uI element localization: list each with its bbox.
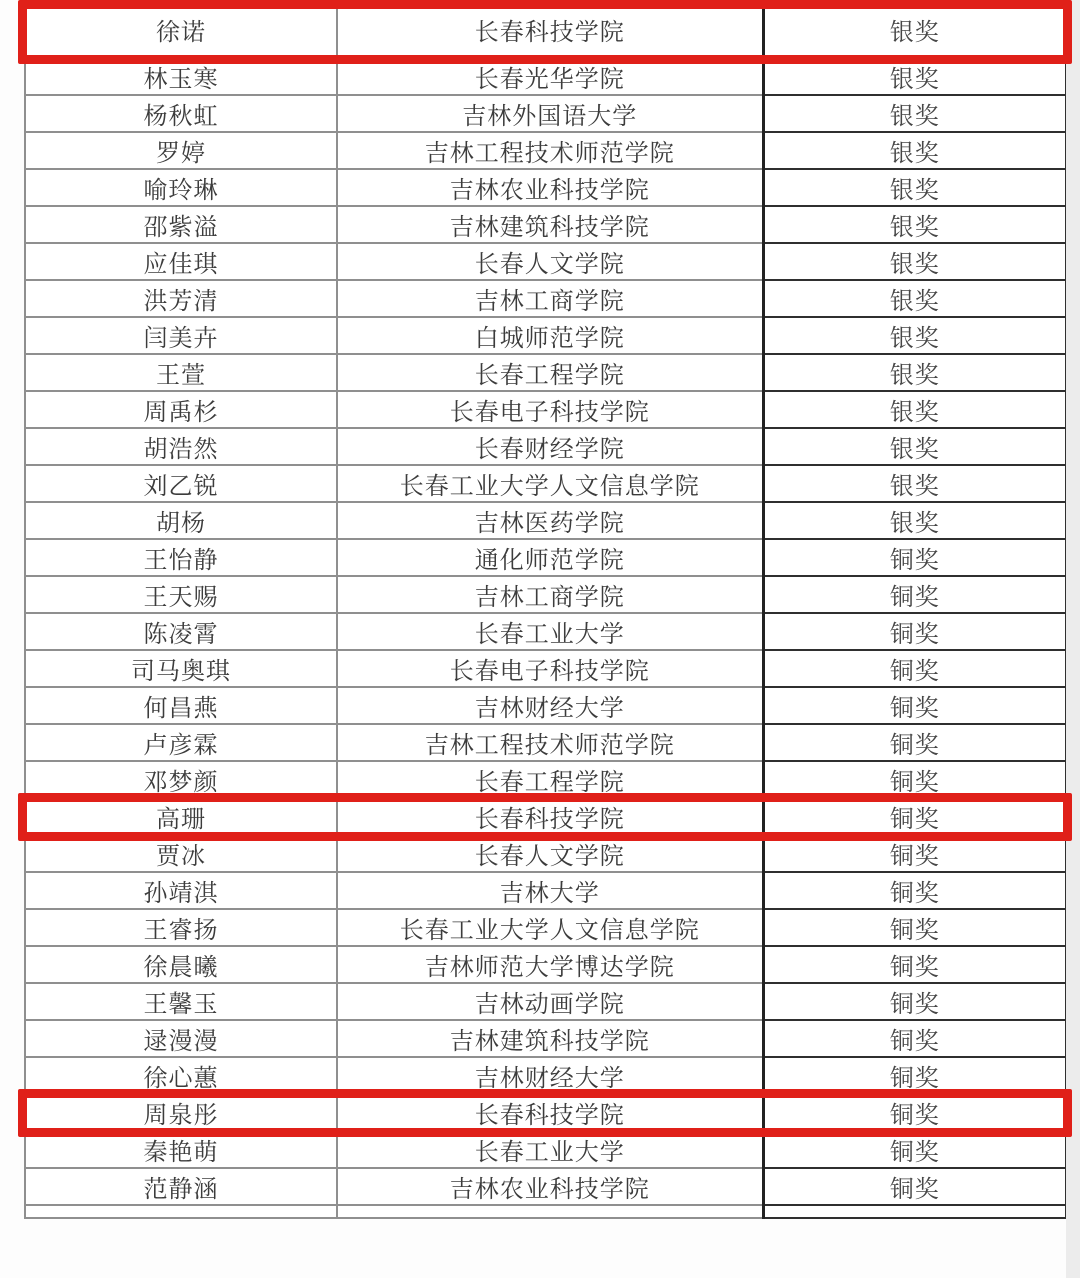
name-cell: 应佳琪 <box>25 243 337 280</box>
table-row <box>25 1168 1066 1205</box>
table-row <box>25 650 1066 687</box>
table-row <box>25 798 1066 835</box>
table-row <box>25 835 1066 872</box>
school-cell: 长春工业大学 <box>337 613 763 650</box>
empty-cell <box>763 1205 1066 1218</box>
school-cell: 长春光华学院 <box>337 58 763 95</box>
name-cell: 邓梦颜 <box>25 761 337 798</box>
name-cell: 邵紫溢 <box>25 206 337 243</box>
table-row <box>25 576 1066 613</box>
school-cell: 长春工程学院 <box>337 761 763 798</box>
award-cell: 银奖 <box>763 132 1066 169</box>
name-cell: 林玉寒 <box>25 58 337 95</box>
name-cell: 陈凌霄 <box>25 613 337 650</box>
table-row <box>25 983 1066 1020</box>
school-cell: 吉林工商学院 <box>337 576 763 613</box>
table-row <box>25 872 1066 909</box>
name-cell: 杨秋虹 <box>25 95 337 132</box>
table-row <box>25 206 1066 243</box>
award-cell: 银奖 <box>763 317 1066 354</box>
school-cell: 吉林财经大学 <box>337 687 763 724</box>
name-cell: 徐晨曦 <box>25 946 337 983</box>
award-cell: 铜奖 <box>763 909 1066 946</box>
name-cell: 罗婷 <box>25 132 337 169</box>
school-cell: 吉林工程技术师范学院 <box>337 132 763 169</box>
award-cell: 铜奖 <box>763 1094 1066 1131</box>
table-row <box>25 391 1066 428</box>
name-cell: 徐诺 <box>25 1 337 58</box>
award-cell: 铜奖 <box>763 983 1066 1020</box>
school-cell: 吉林农业科技学院 <box>337 169 763 206</box>
school-cell: 吉林财经大学 <box>337 1057 763 1094</box>
name-cell: 胡浩然 <box>25 428 337 465</box>
school-cell: 长春电子科技学院 <box>337 650 763 687</box>
school-cell: 白城师范学院 <box>337 317 763 354</box>
name-cell: 王睿扬 <box>25 909 337 946</box>
table-row <box>25 465 1066 502</box>
school-cell: 吉林建筑科技学院 <box>337 206 763 243</box>
award-cell: 银奖 <box>763 465 1066 502</box>
name-cell: 卢彦霖 <box>25 724 337 761</box>
name-cell: 王天赐 <box>25 576 337 613</box>
school-cell: 长春工程学院 <box>337 354 763 391</box>
school-cell: 长春人文学院 <box>337 835 763 872</box>
table-row <box>25 1131 1066 1168</box>
school-cell: 吉林医药学院 <box>337 502 763 539</box>
table-row <box>25 1057 1066 1094</box>
award-cell: 铜奖 <box>763 1020 1066 1057</box>
table-row <box>25 687 1066 724</box>
name-cell: 周禹杉 <box>25 391 337 428</box>
table-row <box>25 909 1066 946</box>
award-cell: 铜奖 <box>763 761 1066 798</box>
table-row <box>25 613 1066 650</box>
school-cell: 长春财经学院 <box>337 428 763 465</box>
award-cell: 铜奖 <box>763 724 1066 761</box>
name-cell: 胡杨 <box>25 502 337 539</box>
name-cell: 闫美卉 <box>25 317 337 354</box>
award-cell: 铜奖 <box>763 650 1066 687</box>
school-cell: 吉林大学 <box>337 872 763 909</box>
table-row <box>25 502 1066 539</box>
name-cell: 王馨玉 <box>25 983 337 1020</box>
name-cell: 贾冰 <box>25 835 337 872</box>
school-cell: 吉林建筑科技学院 <box>337 1020 763 1057</box>
name-cell: 逯漫漫 <box>25 1020 337 1057</box>
award-cell: 银奖 <box>763 1 1066 58</box>
award-cell: 银奖 <box>763 280 1066 317</box>
name-cell: 周泉彤 <box>25 1094 337 1131</box>
award-cell: 银奖 <box>763 391 1066 428</box>
table-row <box>25 132 1066 169</box>
name-cell: 洪芳清 <box>25 280 337 317</box>
award-cell: 铜奖 <box>763 576 1066 613</box>
award-cell: 银奖 <box>763 428 1066 465</box>
award-cell: 铜奖 <box>763 835 1066 872</box>
table-row-partial <box>25 1205 1066 1218</box>
table-row <box>25 317 1066 354</box>
table-row <box>25 761 1066 798</box>
award-cell: 铜奖 <box>763 1168 1066 1205</box>
name-cell: 王萱 <box>25 354 337 391</box>
name-cell: 何昌燕 <box>25 687 337 724</box>
award-cell: 银奖 <box>763 502 1066 539</box>
table-row <box>25 169 1066 206</box>
award-cell: 银奖 <box>763 58 1066 95</box>
table-row <box>25 946 1066 983</box>
name-cell: 范静涵 <box>25 1168 337 1205</box>
school-cell: 吉林工商学院 <box>337 280 763 317</box>
school-cell: 吉林动画学院 <box>337 983 763 1020</box>
award-cell: 银奖 <box>763 95 1066 132</box>
school-cell: 长春工业大学 <box>337 1131 763 1168</box>
table-row <box>25 280 1066 317</box>
award-cell: 银奖 <box>763 354 1066 391</box>
table-row <box>25 539 1066 576</box>
table-row <box>25 1 1066 58</box>
school-cell: 吉林农业科技学院 <box>337 1168 763 1205</box>
table-row <box>25 354 1066 391</box>
table-row <box>25 243 1066 280</box>
table-row <box>25 95 1066 132</box>
school-cell: 长春科技学院 <box>337 1094 763 1131</box>
school-cell: 长春电子科技学院 <box>337 391 763 428</box>
table-row <box>25 724 1066 761</box>
name-cell: 徐心蕙 <box>25 1057 337 1094</box>
name-cell: 喻玲琳 <box>25 169 337 206</box>
award-cell: 银奖 <box>763 243 1066 280</box>
award-cell: 铜奖 <box>763 1131 1066 1168</box>
award-cell: 铜奖 <box>763 1057 1066 1094</box>
empty-cell <box>25 1205 337 1218</box>
school-cell: 长春科技学院 <box>337 1 763 58</box>
name-cell: 孙靖淇 <box>25 872 337 909</box>
table-row <box>25 1094 1066 1131</box>
award-cell: 银奖 <box>763 169 1066 206</box>
name-cell: 高珊 <box>25 798 337 835</box>
award-cell: 铜奖 <box>763 539 1066 576</box>
school-cell: 吉林外国语大学 <box>337 95 763 132</box>
school-cell: 吉林师范大学博达学院 <box>337 946 763 983</box>
name-cell: 司马奥琪 <box>25 650 337 687</box>
name-cell: 刘乙锐 <box>25 465 337 502</box>
school-cell: 长春人文学院 <box>337 243 763 280</box>
award-cell: 铜奖 <box>763 687 1066 724</box>
name-cell: 王怡静 <box>25 539 337 576</box>
school-cell: 长春工业大学人文信息学院 <box>337 465 763 502</box>
table-row <box>25 1020 1066 1057</box>
school-cell: 长春工业大学人文信息学院 <box>337 909 763 946</box>
empty-cell <box>337 1205 763 1218</box>
award-cell: 铜奖 <box>763 872 1066 909</box>
school-cell: 长春科技学院 <box>337 798 763 835</box>
school-cell: 吉林工程技术师范学院 <box>337 724 763 761</box>
table-row <box>25 428 1066 465</box>
award-cell: 铜奖 <box>763 946 1066 983</box>
page-right-margin <box>1066 0 1080 1278</box>
table-row <box>25 58 1066 95</box>
school-cell: 通化师范学院 <box>337 539 763 576</box>
award-cell: 银奖 <box>763 206 1066 243</box>
award-cell: 铜奖 <box>763 798 1066 835</box>
award-cell: 铜奖 <box>763 613 1066 650</box>
name-cell: 秦艳萌 <box>25 1131 337 1168</box>
awards-table <box>24 0 1067 1219</box>
